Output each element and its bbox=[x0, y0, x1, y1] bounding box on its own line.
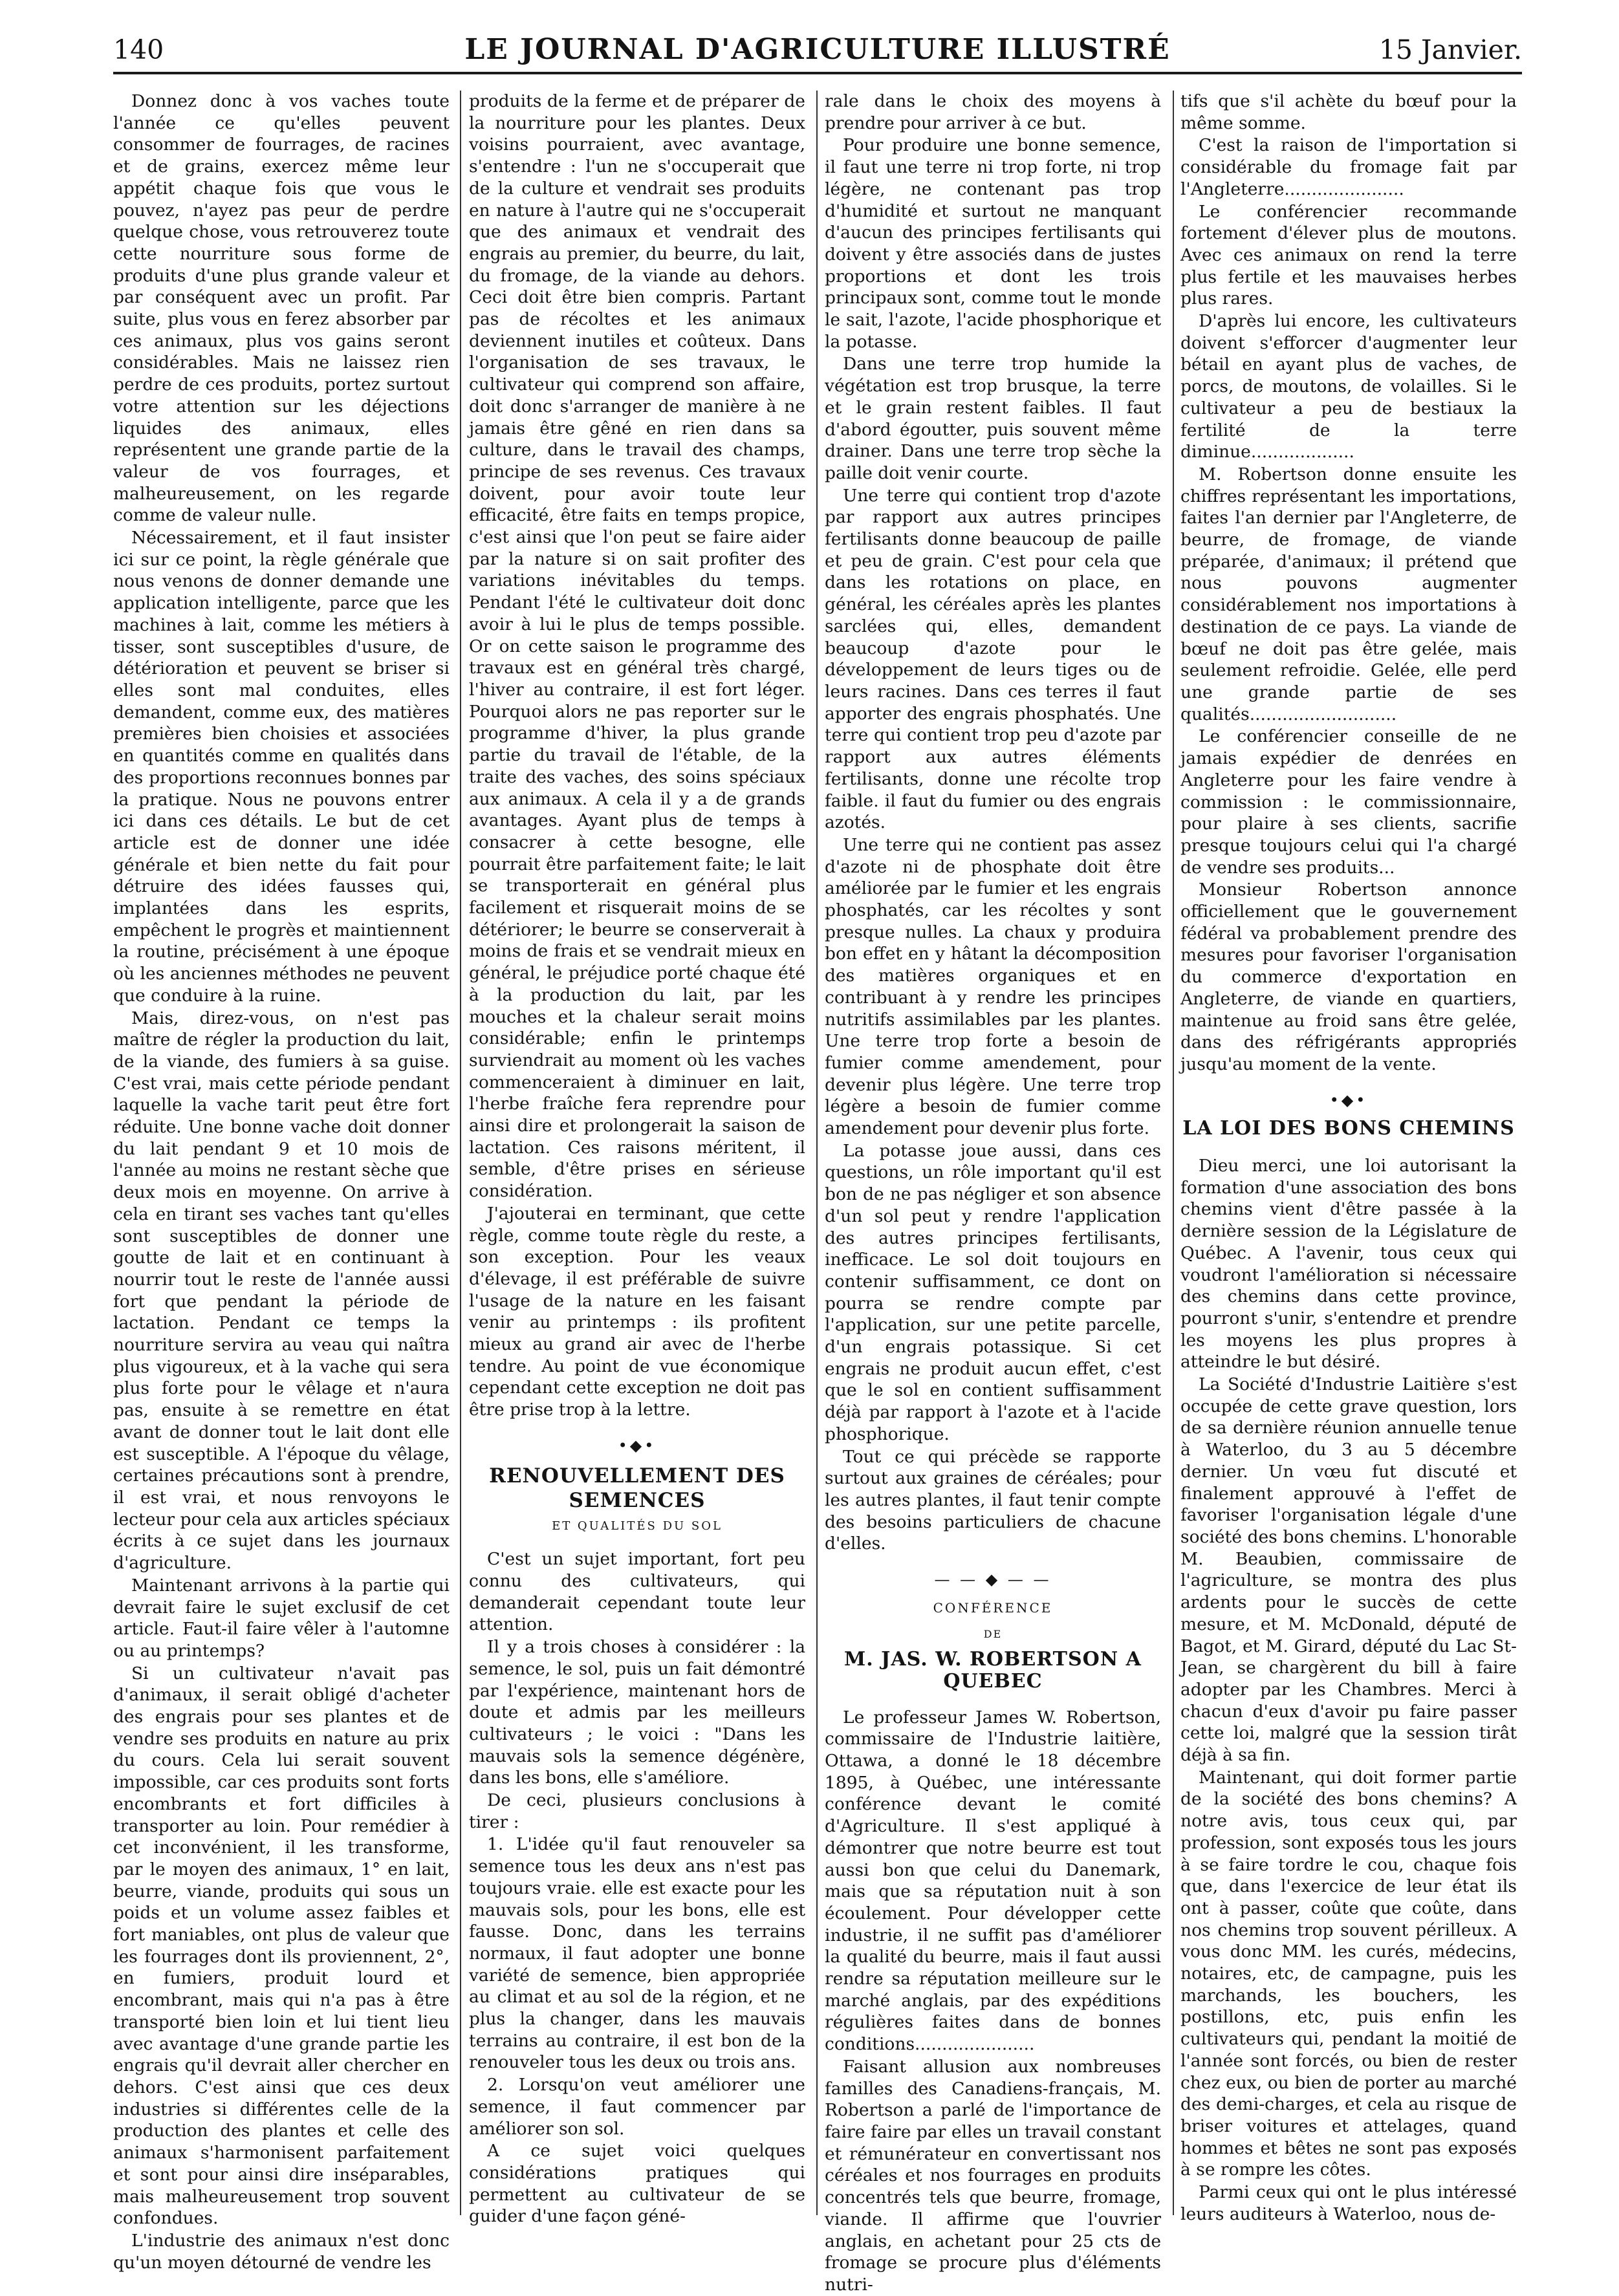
paragraph: Il y a trois choses à considérer : la semence, le sol, puis un fait démontré par l'expérience, maintenant hors de doute et admis par les meilleurs cultivateurs ; le voici : "Dans les mauvais sols la semence dégénère, dans les bons, elle s'améliore. bbox=[469, 1637, 805, 1788]
column-4 bbox=[1180, 91, 1517, 2224]
paragraph: Une terre qui contient trop d'azote par rapport aux autres principes fertilisants donne beaucoup de paille et peu de grain. C'est pour cela que dans les rotations on place, en général, les céréales après les plantes sarclées qui, elles, demandent beaucoup d'azote pour le développement de leurs tiges ou de leurs racines. Dans ces terres il faut apporter des engrais phosphatés. Une terre qui contient trop peu d'azote par rapport aux autres éléments fertilisants, donne une récolte trop faible. il faut du fumier ou des engrais azotés. bbox=[825, 485, 1161, 833]
paragraph: A ce sujet voici quelques considérations pratiques qui permettent au cultivateur de se guider d'une façon géné- bbox=[469, 2141, 805, 2227]
paragraph: C'est la raison de l'importation si considérable du fromage fait par l'Angleterre...................... bbox=[1180, 135, 1517, 199]
paragraph: J'ajouterai en terminant, que cette règle, comme toute règle du reste, a son exception. Pour les veaux d'élevage, il est préférable de suivre l'usage de la nature en les faisant venir au printemps : ils profitent mieux au grand air avec de l'herbe tendre. Au point de vue économique cependant cette exception ne doit pas être prise trop à la lettre. bbox=[469, 1203, 805, 1420]
column-3 bbox=[825, 91, 1161, 2295]
section-ornament: •◆• bbox=[1329, 1090, 1368, 1109]
page-header bbox=[113, 29, 1522, 74]
column-divider bbox=[816, 91, 818, 2215]
paragraph: Pour produire une bonne semence, il faut une terre ni trop forte, ni trop légère, ne contenant pas trop d'humidité et surtout ne manquant d'aucun des principes fertilisants qui doivent y être associés dans de justes proportions et dont les trois principaux sont, comme tout le monde le sait, l'azote, l'acide phosphorique et la potasse. bbox=[825, 135, 1161, 352]
paragraph: Parmi ceux qui ont le plus intéressé leurs auditeurs à Waterloo, nous de- bbox=[1180, 2182, 1517, 2224]
paragraph: 2. Lorsqu'on veut améliorer une semence, il faut commencer par améliorer son sol. bbox=[469, 2075, 805, 2139]
paragraph: Une terre qui ne contient pas assez d'azote ni de phosphate doit être améliorée par le fumier et les engrais phosphatés, car les récoltes y sont presque nulles. La chaux y produira bon effet en y hâtant la décomposition des matières organiques et en contribuant à y rendre les principes nutritifs assimilables par les plantes. Une terre trop forte a besoin de fumier comme amendement, pour devenir plus légère. Une terre trop légère a besoin de fumier comme amendement pour devenir plus forte. bbox=[825, 834, 1161, 1139]
section-ornament: •◆• bbox=[618, 1436, 657, 1455]
paragraph: L'industrie des animaux n'est donc qu'un moyen détourné de vendre les bbox=[113, 2230, 450, 2273]
column-divider bbox=[1173, 91, 1174, 2215]
article-heading-bons-chemins: LA LOI DES BONS CHEMINS bbox=[1182, 1117, 1515, 1140]
journal-title: LE JOURNAL D'AGRICULTURE ILLUSTRÉ bbox=[464, 33, 1171, 66]
page-number: 140 bbox=[113, 34, 164, 65]
paragraph: C'est un sujet important, fort peu connu des cultivateurs, qui demanderait cependant toute leur attention. bbox=[469, 1549, 805, 1635]
paragraph: Tout ce qui précède se rapporte surtout aux graines de céréales; pour les autres plantes, il faut tenir compte des besoins particuliers de chacune d'elles. bbox=[825, 1446, 1161, 1554]
paragraph: D'après lui encore, les cultivateurs doivent s'efforcer d'augmenter leur bétail en ayant plus de vaches, de porcs, de moutons, de volailles. Si le cultivateur a peu de bestiaux la fertilité de la terre diminue................... bbox=[1180, 311, 1517, 462]
paragraph: Nécessairement, et il faut insister ici sur ce point, la règle générale que nous venons de donner demande une application intelligente, parce que les machines à lait, comme les métiers à tisser, sont susceptibles d'usure, de détérioration et peuvent se briser si elles sont mal conduites, elles demandent, comme eux, des matières premières bien choisies et associées en quantités comme en qualités dans des proportions reconnues bonnes par la pratique. Nous ne pouvons entrer ici dans ces détails. Le but de cet article est de donner une idée générale et bien nette du fait pour détruire des idées fausses qui, implantées dans les esprits, empêchent le progrès et maintiennent la routine, précisément à une époque où les anciennes méthodes ne peuvent que conduire à la ruine. bbox=[113, 528, 450, 1006]
conference-de: DE bbox=[983, 1627, 1003, 1640]
paragraph: Maintenant, qui doit former partie de la société des bons chemins? A notre avis, tous ceux qui, par profession, sont exposés tous les jours à se faire tordre le cou, chaque fois que, dans l'exercice de leur état ils ont à passer, coûte que coûte, dans nos chemins trop souvent périlleux. A vous donc MM. les curés, médecins, notaires, etc, de campagne, puis les marchands, les bouchers, les postillons, etc, puis enfin les cultivateurs qui, pendant la moitié de l'année sont forcés, ou bien de rester chez eux, ou bien de porter au marché des demi-charges, et cela au risque de briser voitures et attelages, quand hommes et bêtes ne sont pas exposés à se rompre les côtes. bbox=[1180, 1767, 1517, 2180]
paragraph: Si un cultivateur n'avait pas d'animaux, il serait obligé d'acheter des engrais pour ses plantes et de vendre ses produits en nature au prix du cours. Cela lui serait souvent impossible, car ces produits sont forts encombrants et fort difficiles à transporter au loin. Pour remédier à cet inconvénient, il les transforme, par le moyen des animaux, 1° en lait, beurre, viande, produits qui sous un poids et un volume assez faibles et fort maniables, ont plus de valeur que les fourrages dont ils proviennent, 2°, en fumiers, produit lourd et encombrant, mais qui n'a pas à être transporté bien loin et lui tient lieu avec avantage d'une grande partie les engrais qu'il devrait aller chercher en dehors. C'est ainsi que ces deux industries si différentes celle de la production des plantes et celle des animaux s'harmonisent parfaitement et sont pour ainsi dire inséparables, mais malheureusement trop souvent confondues. bbox=[113, 1663, 450, 2229]
paragraph: De ceci, plusieurs conclusions à tirer : bbox=[469, 1790, 805, 1832]
paragraph: Monsieur Robertson annonce officiellement que le gouvernement fédéral va probablement prendre des mesures pour favoriser l'organisation du commerce d'exportation en Angleterre, de viande en quartiers, maintenue au froid sans être gelée, dans des réfrigérants appropriés jusqu'au moment de la vente. bbox=[1180, 880, 1517, 1074]
section-ornament: — — ◆ — — bbox=[934, 1570, 1052, 1589]
column-2 bbox=[469, 91, 805, 2227]
paragraph: La potasse joue aussi, dans ces questions, un rôle important qu'il est bon de ne pas négliger et son absence d'un sol peut y rendre l'application des autres principes fertilisants, inefficace. Le sol doit toujours en contenir suffisamment, ce dont on pourra se rendre compte par l'application, sur une petite parcelle, d'un engrais potassique. Si cet engrais ne produit aucun effet, c'est que le sol en contient suffisamment déjà par rapport à l'azote et à l'acide phosphorique. bbox=[825, 1140, 1161, 1444]
header-rule bbox=[113, 72, 1522, 74]
paragraph: Le professeur James W. Robertson, commissaire de l'Industrie laitière, Ottawa, a donné le 18 décembre 1895, à Québec, une intéressante conférence devant le comité d'Agriculture. Il s'est appliqué à démontrer que notre beurre est tout aussi bon que celui du Danemark, mais que sa réputation nuit à son écoulement. Pour développer cette industrie, il ne suffit pas d'améliorer la qualité du beurre, mais il faut aussi rendre sa réputation meilleure sur le marché anglais, par des expéditions régulières faites dans de bonnes conditions...................... bbox=[825, 1707, 1161, 2055]
column-1 bbox=[113, 91, 450, 2273]
conference-label: CONFÉRENCE bbox=[933, 1599, 1053, 1616]
paragraph: Maintenant arrivons à la partie qui devrait faire le sujet exclusif de cet article. Faut-il faire vêler à l'automne ou au printemps? bbox=[113, 1575, 450, 1661]
paragraph: Faisant allusion aux nombreuses familles des Canadiens-français, M. Robertson a parlé de l'importance de faire faire par elles un travail constant et rémunérateur en convertissant nos céréales et nos fourrages en produits concentrés tels que beurre, fromage, viande. Il affirme que l'ouvrier anglais, en achetant pour 25 cts de fromage se procure plus d'éléments nutri- bbox=[825, 2056, 1161, 2295]
paragraph: rale dans le choix des moyens à prendre pour arriver à ce but. bbox=[825, 91, 1161, 133]
paragraph: 1. L'idée qu'il faut renouveler sa semence tous les deux ans n'est pas toujours vraie. elle est exacte pour les mauvais sols, pour les bons, elle est fausse. Donc, dans les terrains normaux, il faut adopter une bonne variété de semence, bien appropriée au climat et au sol de la région, et ne plus la changer, dans les mauvais terrains au contraire, il est bon de la renouveler tous les deux ou trois ans. bbox=[469, 1834, 805, 2073]
paragraph: Mais, direz-vous, on n'est pas maître de régler la production du lait, de la viande, des fumiers à sa guise. C'est vrai, mais cette période pendant laquelle la vache tarit peut être fort réduite. Une bonne vache doit donner du lait pendant 9 et 10 mois de l'année au moins ne restant sèche que deux mois en moyenne. On arrive à cela en tirant ses vaches tant qu'elles sont susceptibles de donner une goutte de lait et en continuant à nourrir tout le reste de l'année aussi fort que pendant la période de lactation. Pendant ce temps la nourriture servira au veau qui naîtra plus vigoureux, et à la vache qui sera plus forte pour le vêlage et n'aura pas, ensuite à se remettre en état avant de donner tout le lait dont elle est susceptible. A l'époque du vêlage, certaines précautions sont à prendre, il est vrai, et nous renvoyons le lecteur pour cela aux articles spéciaux écrits à ce sujet dans les journaux d'agriculture. bbox=[113, 1008, 450, 1574]
article-heading-robertson: M. JAS. W. ROBERTSON A QUEBEC bbox=[844, 1648, 1142, 1693]
paragraph: produits de la ferme et de préparer de la nourriture pour les plantes. Deux voisins pourraient, avec avantage, s'entendre : l'un ne s'occuperait que de la culture et vendrait ses produits en nature à l'autre qui ne s'occuperait que des animaux et vendrait des engrais au premier, du beurre, du lait, du fromage, de la viande au dehors. Ceci doit être bien compris. Partant pas de récoltes et les animaux deviennent inutiles et coûteux. Dans l'organisation de ses travaux, le cultivateur qui comprend son affaire, doit donc s'arranger de manière à ne jamais être gêné en rien dans sa culture, dans le travail des champs, principe de ses revenus. Ces travaux doivent, pour avoir toute leur efficacité, être faits en temps propice, c'est ainsi que l'on peut se faire aider par la nature si on sait profiter des variations inévitables du temps. Pendant l'été le cultivateur doit donc avoir à lui le plus de temps possible. Or on cette saison le programme des travaux est en général très chargé, l'hiver au contraire, il est fort léger. Pourquoi alors ne pas reporter sur le programme d'hiver, la plus grande partie du travail de l'étable, de la traite des vaches, des soins spéciaux aux animaux. A cela il y a de grands avantages. Ayant plus de temps à consacrer à cette besogne, elle pourrait être parfaitement faite; le lait se transporterait en général plus facilement et risquerait moins de se détériorer; le beurre se conserverait à moins de frais et se vendrait mieux en général, le préjudice porté chaque été à la production du lait, par les mouches et la chaleur serait moins considérable; enfin le printemps surviendrait au moment où les vaches commenceraient à diminuer en lait, l'herbe fraîche fera reprendre pour ainsi dire et prolongerait la saison de lactation. Ces raisons méritent, il semble, d'être prises en sérieuse considération. bbox=[469, 91, 805, 1202]
article-subheading: ET QUALITÉS DU SOL bbox=[552, 1519, 723, 1533]
paragraph: Le conférencier conseille de ne jamais expédier de denrées en Angleterre pour les faire vendre à commission : le commissionnaire, pour plaire à ses clients, sacrifie presque toujours celui qui l'a chargé de vendre ses produits... bbox=[1180, 726, 1517, 878]
column-divider bbox=[460, 91, 461, 2215]
paragraph: Dieu merci, une loi autorisant la formation d'une association des bons chemins vient d'être passée à la dernière session de la Législature de Québec. A l'avenir, tous ceux qui voudront l'amélioration si nécessaire des chemins dans cette province, pourront s'unir, s'entendre et prendre les moyens les plus propres à atteindre le but désiré. bbox=[1180, 1156, 1517, 1372]
issue-date: 15 Janvier. bbox=[1378, 34, 1522, 65]
paragraph: La Société d'Industrie Laitière s'est occupée de cette grave question, lors de sa dernière réunion annuelle tenue à Waterloo, du 3 au 5 décembre dernier. Un vœu fut discuté et finalement approuvé à l'effet de favoriser l'organisation légale d'une société des bons chemins. L'honorable M. Beaubien, commissaire de l'agriculture, se montra des plus ardents pour le succès de cette mesure, et M. McDonald, député de Bagot, et M. Girard, député du Lac St-Jean, se chargèrent du bill à faire adopter par les Chambres. Merci à chacun d'eux d'avoir pu faire passer cette loi, malgré que la session tirât déjà à sa fin. bbox=[1180, 1374, 1517, 1766]
paragraph: Le conférencier recommande fortement d'élever plus de moutons. Avec ces animaux on rend la terre plus fertile et les mauvaises herbes plus rares. bbox=[1180, 201, 1517, 309]
paragraph: Dans une terre trop humide la végétation est trop brusque, la terre et le grain restent faibles. Il faut d'abord égoutter, puis souvent même drainer. Dans une terre trop sèche la paille doit venir courte. bbox=[825, 354, 1161, 483]
paragraph: M. Robertson donne ensuite les chiffres représentant les importations, faites l'an dernier par l'Angleterre, de beurre, de fromage, de viande préparée, d'animaux; il prétend que nous pouvons augmenter considérablement nos importations à destination de ce pays. La viande de bœuf ne doit pas être gelée, mais seulement refroidie. Gelée, elle perd une grande partie de ses qualités........................... bbox=[1180, 464, 1517, 724]
paragraph: tifs que s'il achète du bœuf pour la même somme. bbox=[1180, 91, 1517, 133]
paragraph: Donnez donc à vos vaches toute l'année ce qu'elles peuvent consommer de fourrages, de racines et de grains, exercez même leur appétit chaque fois que vous le pouvez, n'ayez pas peur de perdre quelque chose, vous retrouverez toute cette nourriture sous forme de produits d'une plus grande valeur et par conséquent avec un profit. Par suite, plus vous en ferez absorber par ces animaux, plus vos gains seront considérables. Mais ne laissez rien perdre de ces produits, portez surtout votre attention sur les déjections liquides des animaux, elles représentent une grande partie de la valeur de vos fourrages, et malheureusement, on les regarde comme de valeur nulle. bbox=[113, 91, 450, 526]
article-heading-semences: RENOUVELLEMENT DES SEMENCES bbox=[489, 1464, 785, 1512]
newspaper-page bbox=[113, 29, 1522, 2295]
